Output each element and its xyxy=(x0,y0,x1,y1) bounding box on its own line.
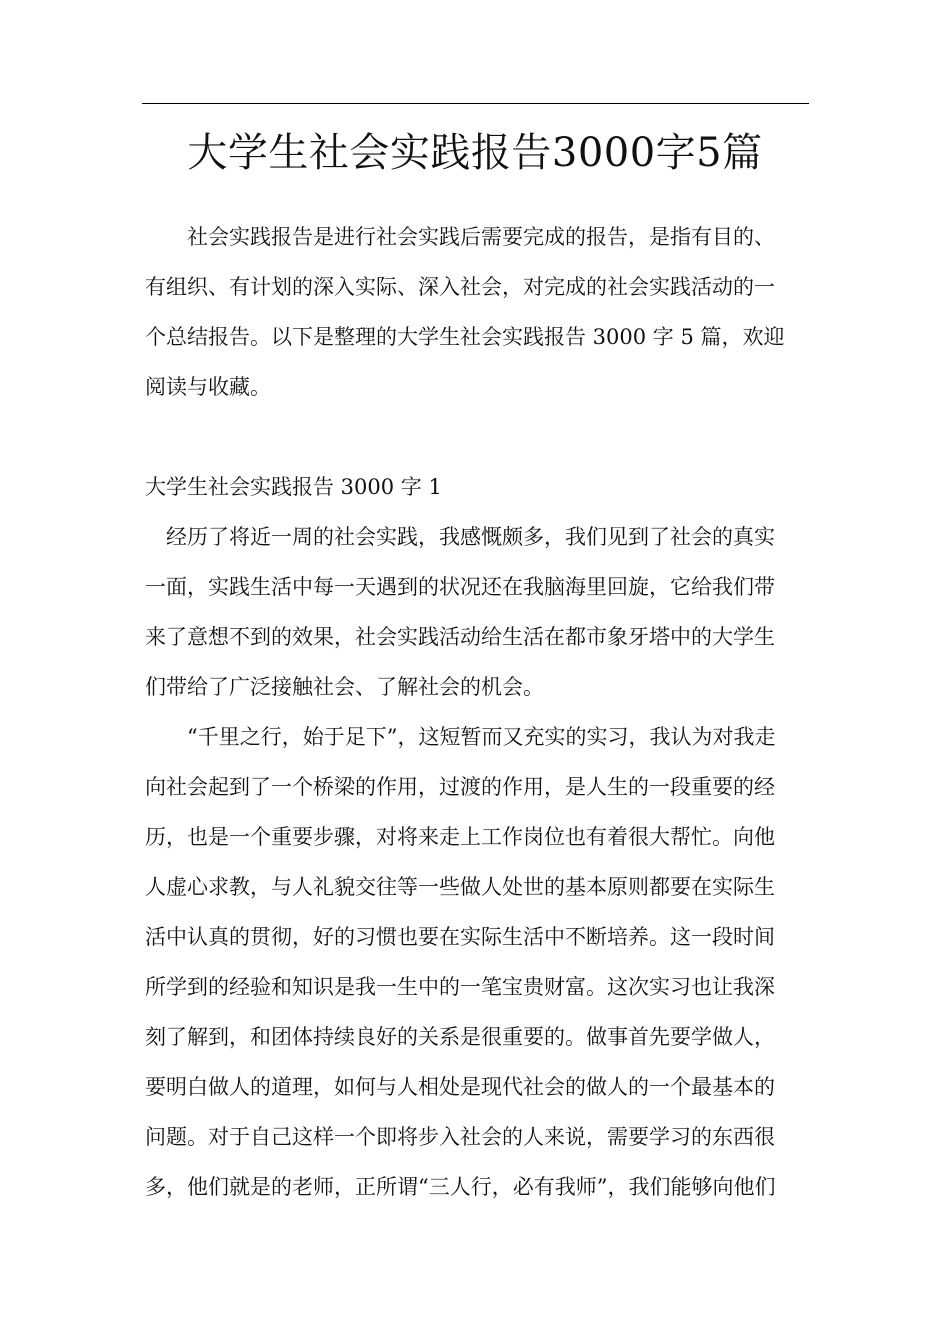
paragraph-line: 经历了将近一周的社会实践，我感慨颇多，我们见到了社会的真实 xyxy=(166,525,775,549)
intro-line: 有组织、有计划的深入实际、深入社会，对完成的社会实践活动的一 xyxy=(145,275,775,299)
paragraph-line: 刻了解到，和团体持续良好的关系是很重要的。做事首先要学做人， xyxy=(145,1025,775,1049)
intro-line: 社会实践报告是进行社会实践后需要完成的报告，是指有目的、 xyxy=(187,225,775,249)
paragraph-line: 来了意想不到的效果，社会实践活动给生活在都市象牙塔中的大学生 xyxy=(145,625,775,649)
header-rule xyxy=(142,103,809,104)
document-title: 大学生社会实践报告3000字5篇 xyxy=(187,130,763,176)
paragraph-line: 们带给了广泛接触社会、了解社会的机会。 xyxy=(145,675,544,699)
intro-line: 个总结报告。以下是整理的大学生社会实践报告 3000 字 5 篇，欢迎 xyxy=(145,325,785,349)
paragraph-1 xyxy=(145,512,809,712)
paragraph-line: 活中认真的贯彻，好的习惯也要在实际生活中不断培养。这一段时间 xyxy=(145,925,775,949)
document-body xyxy=(145,212,809,1212)
paragraph-line: 所学到的经验和知识是我一生中的一笔宝贵财富。这次实习也让我深 xyxy=(145,975,775,999)
paragraph-2 xyxy=(145,712,809,1212)
paragraph-line: 历，也是一个重要步骤，对将来走上工作岗位也有着很大帮忙。向他 xyxy=(145,825,775,849)
paragraph-line: “千里之行，始于足下”，这短暂而又充实的实习，我认为对我走 xyxy=(187,725,776,749)
paragraph-line: 多，他们就是的老师，正所谓“三人行，必有我师”，我们能够向他们 xyxy=(145,1175,776,1199)
section-heading: 大学生社会实践报告 3000 字 1 xyxy=(145,475,442,499)
paragraph-spacer xyxy=(145,412,809,462)
paragraph-line: 人虚心求教，与人礼貌交往等一些做人处世的基本原则都要在实际生 xyxy=(145,875,775,899)
paragraph-line: 要明白做人的道理，如何与人相处是现代社会的做人的一个最基本的 xyxy=(145,1075,775,1099)
intro-paragraph xyxy=(145,212,809,412)
intro-line: 阅读与收藏。 xyxy=(145,375,271,399)
paragraph-line: 问题。对于自己这样一个即将步入社会的人来说，需要学习的东西很 xyxy=(145,1125,775,1149)
paragraph-line: 向社会起到了一个桥梁的作用，过渡的作用，是人生的一段重要的经 xyxy=(145,775,775,799)
paragraph-line: 一面，实践生活中每一天遇到的状况还在我脑海里回旋，它给我们带 xyxy=(145,575,775,599)
